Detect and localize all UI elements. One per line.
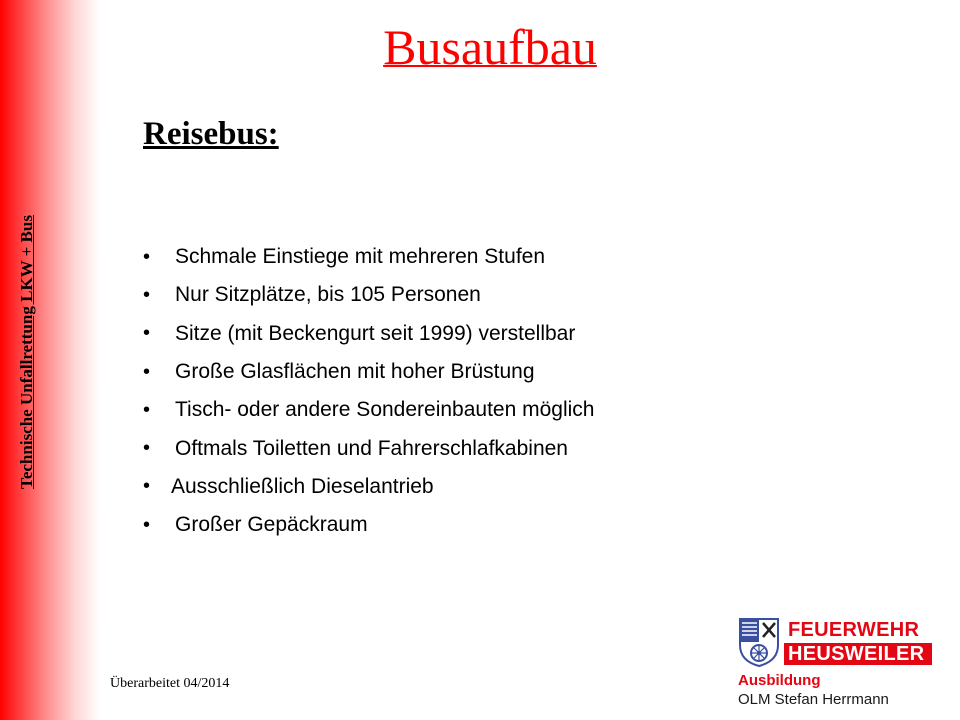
list-item xyxy=(143,276,594,314)
page-title: Busaufbau xyxy=(383,19,597,75)
bullet-icon: • xyxy=(143,245,151,268)
list-item xyxy=(143,429,594,467)
list-item xyxy=(143,468,594,506)
list-item-text: Großer Gepäckraum xyxy=(175,513,368,537)
list-item-text: Große Glasflächen mit hoher Brüstung xyxy=(175,360,535,384)
bullet-icon: • xyxy=(143,283,151,306)
logo-word-feuerwehr: FEUERWEHR xyxy=(784,619,932,641)
list-item-text: Oftmals Toiletten und Fahrerschlafkabinen xyxy=(175,436,568,460)
list-item-text: Schmale Einstiege mit mehreren Stufen xyxy=(175,245,546,269)
bullet-icon: • xyxy=(143,475,151,498)
bullet-list xyxy=(143,238,594,544)
coat-of-arms-icon xyxy=(738,617,780,667)
bullet-icon: • xyxy=(143,513,151,536)
logo-ausbildung: Ausbildung xyxy=(738,672,821,689)
list-item-text: Tisch- oder andere Sondereinbauten möglich xyxy=(175,398,595,422)
list-item-text: Ausschließlich Dieselantrieb xyxy=(171,474,434,498)
list-item xyxy=(143,238,594,276)
list-item-text: Nur Sitzplätze, bis 105 Personen xyxy=(175,283,481,307)
bullet-icon: • xyxy=(143,437,151,460)
list-item-text: Sitze (mit Beckengurt seit 1999) verstellbar xyxy=(175,321,576,345)
feuerwehr-logo xyxy=(738,617,938,712)
list-item xyxy=(143,391,594,429)
list-item xyxy=(143,315,594,353)
bullet-icon: • xyxy=(143,322,151,345)
bullet-icon: • xyxy=(143,360,151,383)
logo-instructor: OLM Stefan Herrmann xyxy=(738,691,889,708)
list-item xyxy=(143,506,594,544)
slide-subtitle: Reisebus: xyxy=(143,116,279,152)
sidebar-gradient xyxy=(0,0,100,720)
list-item xyxy=(143,353,594,391)
bullet-icon: • xyxy=(143,398,151,421)
sidebar-vertical-title: Technische Unfallrettung LKW + Bus xyxy=(17,215,36,489)
logo-word-heusweiler: HEUSWEILER xyxy=(784,643,932,665)
revision-date: Überarbeitet 04/2014 xyxy=(110,676,230,691)
